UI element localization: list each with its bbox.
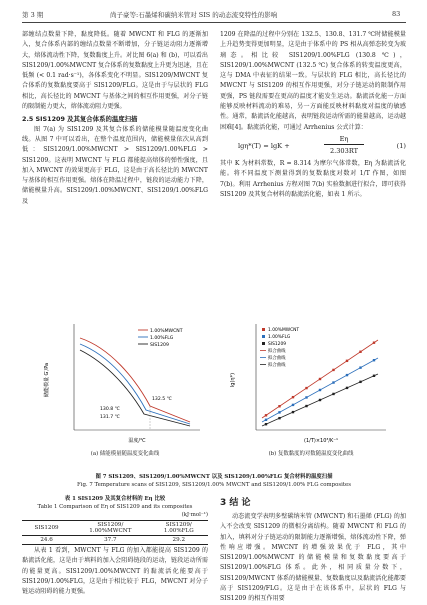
annotation-1317: 131.7 ℃ [100,415,120,420]
table-row [22,536,208,545]
table-header-cell [150,521,208,536]
header-line: 1.00%MWCNT [89,528,132,534]
series-sis-line [80,350,190,426]
legend-swatch-mwcnt [262,328,265,331]
legend-fit-1: 拟合曲线 [268,349,286,354]
paragraph: 图 7(a) 为 SIS1209 及其复合体系的储能模量随温度变化曲线。从图 7 中可以看出，在整个温度范围内，储能模量依次从高到低：SIS1209/1.00%MWCNT > SIS1209/1.00%FLG > SIS1209。这表明 MWCNT 与 FLG 都能提高熔体的弹性强度，且加入 MWCNT 的效果更高于 FLG，这是由于高长径比的 MWCNT 与基体的相互作用更强。熔体在降温过程中，链段的运动能力下降，储能模量升高。SIS1209/1.00%MWCNT、SIS1209/1.00%FLG 及 [22,125,208,205]
right-column-bottom [220,496,406,605]
header-line: SIS1209 [34,525,59,531]
x-axis-label: 温度/℃ [128,438,146,444]
data-point-sis [319,399,321,401]
equation-1 [220,133,406,159]
equation-number: (1) [396,141,406,150]
figure-7-caption-cn: 图 7 SIS1209、SIS1209/1.00%MWCNT 以及 SIS1209/1.00%FLG 复合材料的温度扫描 [95,474,333,480]
formula-denominator: 2.303RT [329,146,359,155]
data-point-sis [305,405,307,407]
data-point-sis [332,393,334,395]
legend-mwcnt: 1.00%MWCNT [268,328,300,333]
data-point-flg [359,366,361,368]
data-point-flg [305,396,307,398]
data-point-flg [278,411,280,413]
data-point-mwcnt [373,341,375,343]
paragraph: 动态流变学表明多壁碳纳米管 (MWCNT) 和石墨烯 (FLG) 的加入不会改变 SIS1209 的微相分离结构。随着 MWCNT 和 FLG 的加入，填料对分子链运动的限制能力逐渐增强，熔体流动性下降，弹性响应增强。MWCNT 的增强效果优于 FLG，其中 SIS1209/1.00%MWCNT 的储能模量和复数黏度要高于 SIS1209/1.00%FLG 体系。此外，相同质量分数下，SIS1209/MWCNT 体系的储能模量、复数黏度以及黏流活化能都要高于 SIS1209/FLG。这是由于在该体系中，层状的 FLG 与 SIS1209 的相互作用要 [220,513,406,603]
data-point-sis [359,381,361,383]
conclusion-heading: 3 结 论 [220,498,251,508]
table-cell: 24.6 [40,537,53,543]
data-point-mwcnt [346,360,348,362]
data-point-sis [292,411,294,413]
table-cell: 37.7 [104,537,117,543]
figure-7-caption-en: Fig. 7 Temperature scans of SIS1209, SIS1209/1.00% MWCNT and SIS1209/1.00% FLG composites [77,482,351,488]
data-point-mwcnt [359,351,361,353]
formula-numerator: Eη [324,134,364,145]
legend-mwcnt: 1.00%MWCNT [150,329,183,334]
scatter-points [265,341,375,425]
figure-7 [40,318,400,470]
figure-7b-caption: (b) 复数黏度的对数随温度变化曲线 [268,451,354,457]
header-line: SIS1209/ [165,522,192,528]
page-number: 83 [392,10,401,18]
data-point-flg [292,404,294,406]
data-point-mwcnt [332,369,334,371]
legend-sis: SIS1209 [150,343,169,348]
legend [260,327,299,368]
paragraph: 从表 1 看到，MWCNT 与 FLG 的加入都能提高 SIS1209 的黏流活化能，这是由于填料的加入会阻碍链段的运动，链段运动所需的能量更高。SIS1209/1.00%MWCNT 的黏流活化能要高于 SIS1209/1.00%FLG，这是由于相比较于 FLG，MWCNT 对分子链运动阻碍的能力更强。 [22,547,208,596]
paragraph: 部缠结点数量下降，黏度降低。随着 MWCNT 和 FLG 的逐渐加入，复合体系内部的缠结点数量不断增加，分子链运动阻力逐渐增大，熔体流动性下降，复数黏度上升。对比图 6(a) 和 (b)，可以看出 SIS1209/1.00%MWCNT 复合体系的复数黏度上升更为迅速，且在低频 (< 0.1 rad·s⁻¹)，各体系变化不明显。SIS1209/MWCNT 复合体系的复数黏度要高于 SIS1209/FLG。这是由于与层状的 FLG 相比，高长径比的 MWCNT 与基体之间的相互作用更强，对分子链的限制能力更大，熔体流动阻力更强。 [22,31,208,111]
formula-lhs: lgη*(T) = lgK + [238,141,290,150]
y-axis-label: 储能模量 G′/Pa [44,362,50,398]
legend-flg: 1.00%FLG [268,335,291,340]
legend-fit-3: 拟合曲线 [268,363,286,368]
running-title: 尚子豪等:石墨烯和碳纳米管对 SIS 的动态流变特性的影响 [110,11,278,19]
annotation-1325: 132.5 ℃ [152,397,172,402]
left-column-bottom [22,546,208,597]
data-point-sis [278,417,280,419]
table-1-unit: (kJ·mol⁻¹) [181,512,208,518]
table-header-cell [71,521,149,536]
series-mwcnt-line [80,338,190,422]
data-point-sis [346,387,348,389]
annotation-1308: 130.8 ℃ [100,407,120,412]
data-point-mwcnt [305,387,307,389]
legend-sis: SIS1209 [268,342,287,347]
table-1-title-cn: 表 1 SIS1209 及其复合材料的 Eη 比较 [64,496,166,502]
data-point-flg [346,374,348,376]
table-1-title-en: Table 1 Comparison of Eη of SIS1209 and its composites [37,504,193,510]
header-line: SIS1209/ [97,522,124,528]
paragraph: 1209 在降温的过程中分别在 132.5、130.8、131.7 ℃时储能模量上升趋势变得更加明显，这是由于体系中的 PS 相从高弹态转变为玻璃态。相比较 SIS1209/1.00%FLG (130.8 ℃)，SIS1209/1.00%MWCNT (132.5 ℃) 复合体系的转变温度更高，这与 DMA 中表征的结果一致。与层状的 FLG 相比，高长径比的 MWCNT 与 SIS1209 的相互作用更强，对分子链运动的限制作用更强，PS 链段需要在更高的温度才能发生运动。黏流活化能一方面能够反映材料流动的难易，另一方面能反映材料黏度对温度的敏感性。通常，黏流活化能越高，表明链段运动所需的能量越高，运动越困难[4]。黏流活化能，可通过 Arrhenius 公式计算： [220,31,406,131]
data-point-mwcnt [265,414,267,416]
figure-7a-caption: (a) 储能模量随温度变化曲线 [90,451,160,457]
legend-swatch-flg [262,335,265,338]
legend-fit-2: 拟合曲线 [268,356,286,361]
data-point-flg [319,389,321,391]
data-point-sis [373,375,375,377]
series-flg-line [80,344,190,424]
data-point-flg [265,419,267,421]
table-1 [22,520,208,545]
legend-swatch-sis [262,342,265,345]
table-header-row [22,521,208,536]
paragraph: 其中 K 为材料常数，R = 8.314 为摩尔气体常数，Eη 为黏流活化能。将不同温度下测量得到的复数黏度对数对 1/T 作图，如图 7(b)。利用 Arrhenius 方程对图 7(b) 实验数据进行拟合，即可获得 SIS1209 及其复合材料的黏流活化能，如表 1 所示。 [220,159,406,198]
figure-7a-chart [40,318,210,450]
data-point-flg [373,359,375,361]
data-point-mwcnt [278,405,280,407]
table-header-cell [22,521,71,536]
x-axis-label: (1/T)×10³/K⁻¹ [304,438,338,444]
data-point-sis [265,423,267,425]
data-point-flg [332,381,334,383]
data-point-mwcnt [292,396,294,398]
figure-7b-chart [226,318,396,450]
legend-flg: 1.00%FLG [150,336,174,341]
left-column-top [22,30,208,207]
issue-label: 第 3 期 [22,11,44,19]
section-heading: 2.5 SIS1209 及其复合体系的温度扫描 [22,115,138,124]
data-point-mwcnt [319,378,321,380]
right-column-top [220,30,406,200]
header-rule [22,22,406,23]
header-line: 1.00%FLG [163,528,194,534]
y-axis-label: lg(η*) [230,372,236,388]
table-cell: 29.2 [172,537,186,543]
